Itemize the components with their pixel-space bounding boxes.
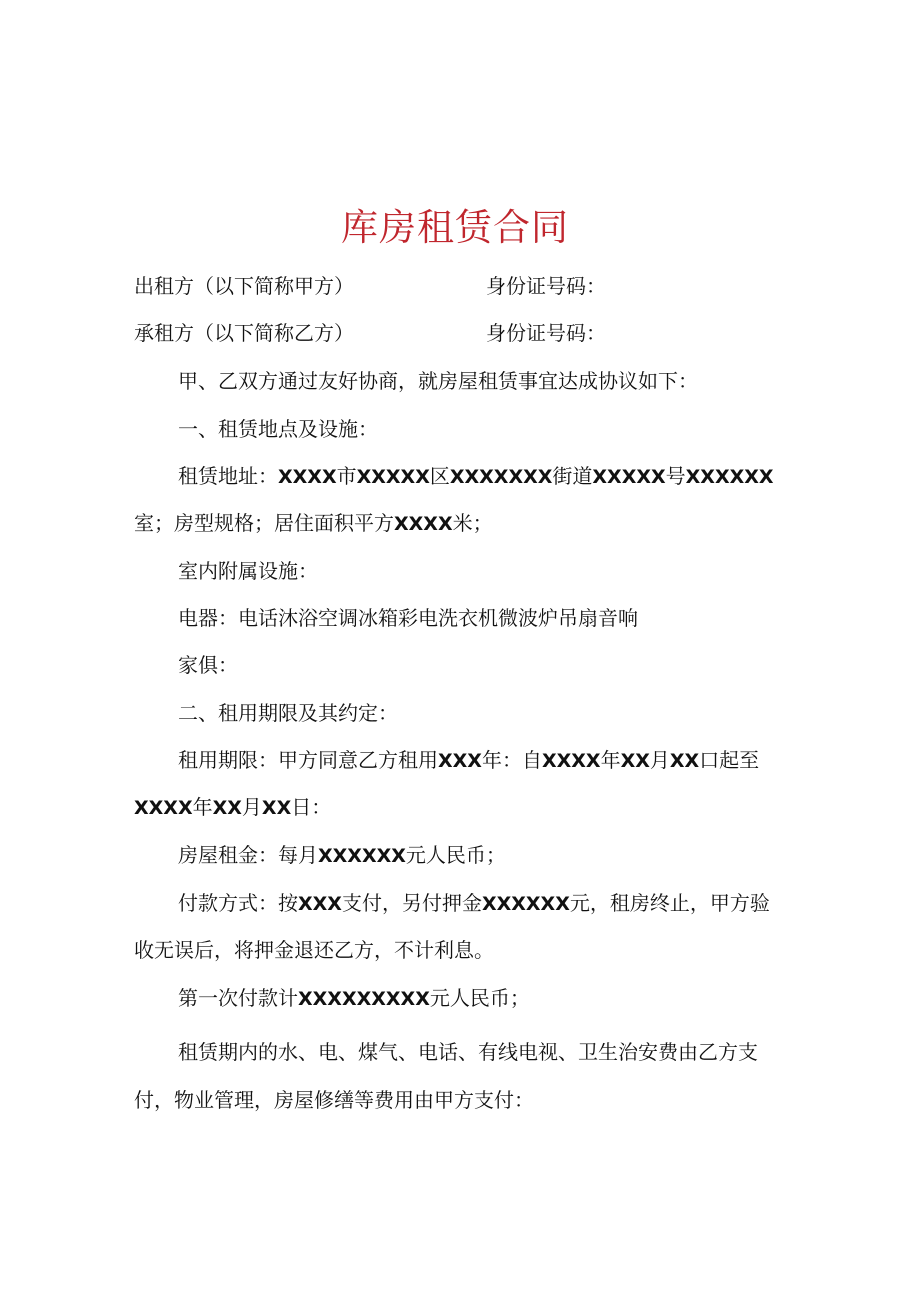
section-1-heading: 一、租赁地点及设施： <box>178 417 378 441</box>
address-city-unit: 市 <box>336 464 357 488</box>
term-line <box>178 745 759 776</box>
facilities-heading: 室内附属设施： <box>178 559 318 583</box>
term-year-unit: 年 <box>600 748 621 772</box>
lessee-label: 承租方（以下简称乙方） <box>134 321 354 345</box>
term-from-text: 年：自 <box>481 748 542 772</box>
address-room-value: XXXXXX <box>685 466 774 488</box>
address-district-unit: 区 <box>429 464 450 488</box>
term-start-month-value: XX <box>620 750 650 772</box>
room-spec-text: 室；房型规格；居住面积平方 <box>134 511 394 535</box>
address-number-value: XXXXX <box>592 466 666 488</box>
lessor-label: 出租方（以下简称甲方） <box>134 274 354 298</box>
first-payment-text: 第一次付款计 <box>178 986 298 1010</box>
address-number-unit: 号 <box>665 464 686 488</box>
term-text: 租用期限：甲方同意乙方租用 <box>178 748 438 772</box>
term-start-year-value: XXXX <box>541 750 601 772</box>
address-line <box>178 461 774 492</box>
payment-line <box>178 888 770 919</box>
intro-paragraph: 甲、乙双方通过友好协商，就房屋租赁事宜达成协议如下： <box>178 369 698 393</box>
address-continuation <box>134 508 493 539</box>
term-end-day-unit: 日： <box>291 795 332 819</box>
term-until-text: 口起至 <box>699 748 760 772</box>
lessor-id-label: 身份证号码： <box>486 274 606 298</box>
furniture-line: 家俱： <box>178 653 238 677</box>
area-value: XXXX <box>394 513 453 535</box>
address-district-value: XXXXX <box>356 466 430 488</box>
address-city-value: XXXX <box>278 466 337 488</box>
term-end-line <box>134 792 331 823</box>
first-payment-currency-text: 元人民币； <box>429 986 530 1010</box>
first-payment-amount-value: XXXXXXXXX <box>298 988 430 1010</box>
rent-text: 房屋租金：每月 <box>178 843 318 867</box>
deposit-amount-value: XXXXXX <box>481 893 570 915</box>
address-street-value: XXXXXXX <box>449 466 553 488</box>
appliances-line: 电器：电话沐浴空调冰箱彩电洗衣机微波炉吊扇音响 <box>178 606 638 630</box>
term-end-day-value: XX <box>261 797 292 819</box>
term-end-year-unit: 年 <box>192 795 213 819</box>
utilities-line: 租赁期内的水、电、煤气、电话、有线电视、卫生治安费由乙方支 <box>178 1040 758 1064</box>
payment-continuation: 收无误后，将押金退还乙方，不计利息。 <box>134 938 494 962</box>
rent-line <box>178 840 506 871</box>
area-unit: 米； <box>452 511 493 535</box>
address-street-unit: 街道 <box>552 464 593 488</box>
term-years-value: XXX <box>438 750 482 772</box>
lessee-id-label: 身份证号码： <box>486 321 606 345</box>
first-payment-line <box>178 983 530 1014</box>
rent-amount-value: XXXXXX <box>318 845 406 867</box>
section-2-heading: 二、租用期限及其约定： <box>178 701 398 725</box>
term-end-year-value: XXXX <box>134 797 193 819</box>
deposit-text: 支付，另付押金 <box>341 891 482 915</box>
term-start-day-value: XX <box>669 750 700 772</box>
term-month-unit: 月 <box>649 748 670 772</box>
utilities-continuation: 付，物业管理，房屋修缮等费用由甲方支付： <box>134 1088 534 1112</box>
payment-text: 付款方式：按 <box>178 891 298 915</box>
rent-currency-text: 元人民币； <box>405 843 506 867</box>
term-end-month-value: XX <box>212 797 242 819</box>
address-label: 租赁地址： <box>178 464 278 488</box>
deposit-terms-text: 元，租房终止，甲方验 <box>569 891 770 915</box>
document-title: 库房租赁合同 <box>341 206 569 249</box>
term-end-month-unit: 月 <box>241 795 262 819</box>
payment-cycle-value: XXX <box>298 893 342 915</box>
